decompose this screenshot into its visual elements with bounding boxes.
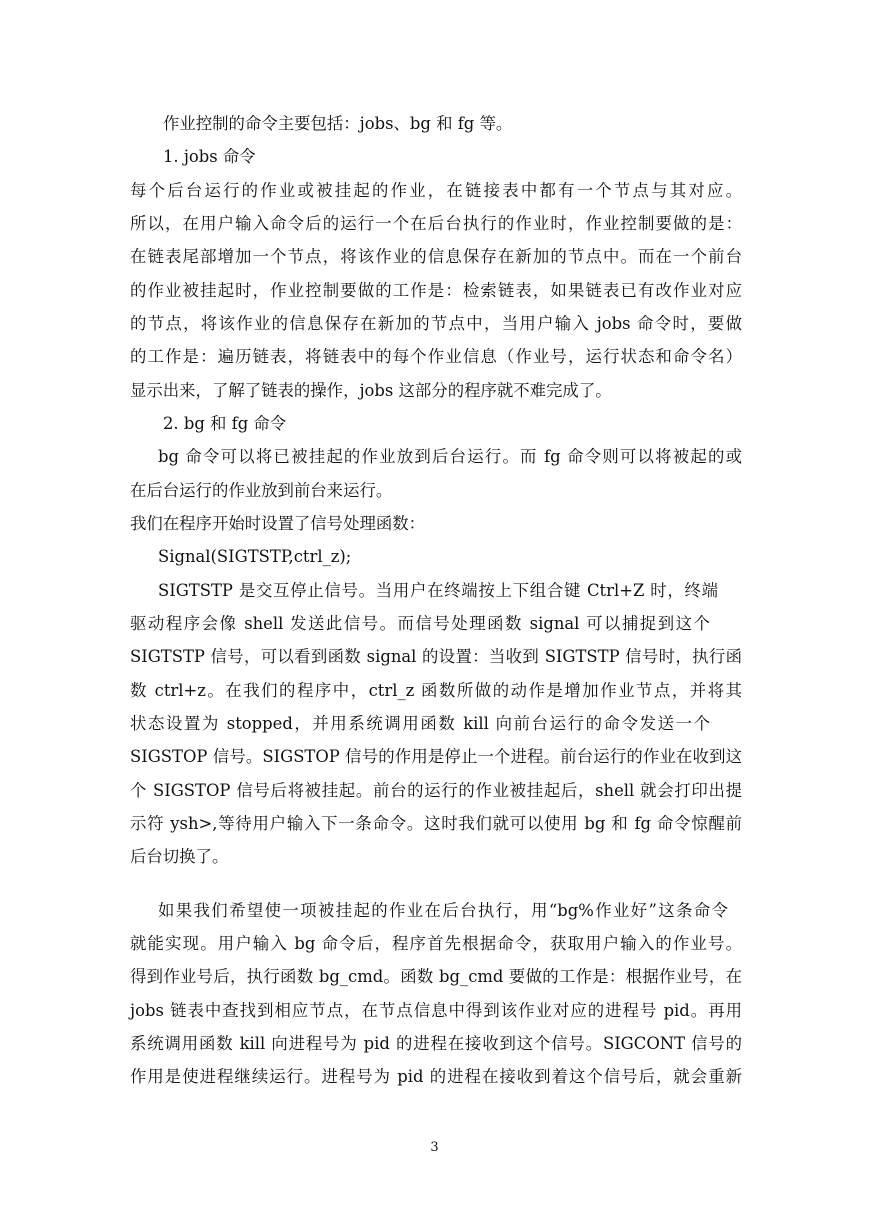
paragraph-bg-cmd-line: 系统调用函数 kill 向进程号为 pid 的进程在接收到这个信号。SIGCONT 信号的: [130, 1034, 742, 1053]
paragraph-bg-cmd-line: 作用是使进程继续运行。进程号为 pid 的进程在接收到着这个信号后，就会重新: [130, 1067, 742, 1086]
paragraph-sigtstp-line: 状态设置为 stopped，并用系统调用函数 kill 向前台运行的命令发送一个: [130, 714, 710, 733]
paragraph-jobs-line: 所以，在用户输入命令后的运行一个在后台执行的作业时，作业控制要做的是：: [130, 214, 742, 233]
paragraph-jobs-line: 每个后台运行的作业或被挂起的作业，在链接表中都有一个节点与其对应。: [130, 181, 742, 200]
page-number: 3: [430, 1140, 439, 1155]
paragraph-bg-fg-line: bg 命令可以将已被挂起的作业放到后台运行。而 fg 命令则可以将被起的或: [158, 447, 742, 466]
section-heading-jobs: 1. jobs 命令: [163, 147, 256, 166]
paragraph-sigtstp-line: 示符 ysh>,等待用户输入下一条命令。这时我们就可以使用 bg 和 fg 命令惊醒前: [130, 814, 742, 833]
paragraph-sigtstp-line: 驱动程序会像 shell 发送此信号。而信号处理函数 signal 可以捕捉到这个: [130, 614, 710, 633]
paragraph-sigtstp-line: 个 SIGSTOP 信号后将被挂起。前台的运行的作业被挂起后，shell 就会打印出提: [130, 781, 742, 800]
paragraph-bg-cmd-line: 就能实现。用户输入 bg 命令后，程序首先根据命令，获取用户输入的作业号。: [130, 934, 742, 953]
paragraph-jobs-line: 显示出来，了解了链表的操作，jobs 这部分的程序就不难完成了。: [130, 381, 612, 400]
paragraph-sigtstp-line: 数 ctrl+z。在我们的程序中，ctrl_z 函数所做的动作是增加作业节点，并将其: [130, 681, 742, 700]
paragraph-intro: 作业控制的命令主要包括：jobs、bg 和 fg 等。: [163, 114, 513, 133]
paragraph-sigtstp-line: SIGTSTP 信号，可以看到函数 signal 的设置：当收到 SIGTSTP 信号时，执行函: [130, 647, 742, 666]
paragraph-jobs-line: 的作业被挂起时，作业控制要做的工作是：检索链表，如果链表已有改作业对应: [130, 281, 742, 300]
paragraph-jobs-line: 在链表尾部增加一个节点，将该作业的信息保存在新加的节点中。而在一个前台: [130, 247, 742, 266]
paragraph-signal-intro: 我们在程序开始时设置了信号处理函数：: [130, 514, 426, 533]
paragraph-sigtstp-line: 后台切换了。: [130, 847, 229, 866]
paragraph-jobs-line: 的节点，将该作业的信息保存在新加的节点中，当用户输入 jobs 命令时，要做: [130, 314, 742, 333]
paragraph-sigtstp-line: SIGTSTP 是交互停止信号。当用户在终端按上下组合键 Ctrl+Z 时，终端: [158, 581, 718, 600]
paragraph-bg-cmd-line: jobs 链表中查找到相应节点，在节点信息中得到该作业对应的进程号 pid。再用: [130, 1001, 742, 1020]
code-line: Signal(SIGTSTP,ctrl_z);: [158, 547, 352, 566]
paragraph-bg-cmd-line: 得到作业号后，执行函数 bg_cmd。函数 bg_cmd 要做的工作是：根据作业号，在: [130, 967, 742, 986]
section-heading-bg-fg: 2. bg 和 fg 命令: [163, 414, 287, 433]
paragraph-bg-cmd-line: 如果我们希望使一项被挂起的作业在后台执行，用“bg%作业好”这条命令: [158, 901, 728, 920]
paragraph-bg-fg-line: 在后台运行的作业放到前台来运行。: [130, 481, 393, 500]
paragraph-jobs-line: 的工作是：遍历链表，将链表中的每个作业信息（作业号，运行状态和命令名）: [130, 347, 742, 366]
paragraph-sigtstp-line: SIGSTOP 信号。SIGSTOP 信号的作用是停止一个进程。前台运行的作业在收到这: [130, 747, 742, 766]
